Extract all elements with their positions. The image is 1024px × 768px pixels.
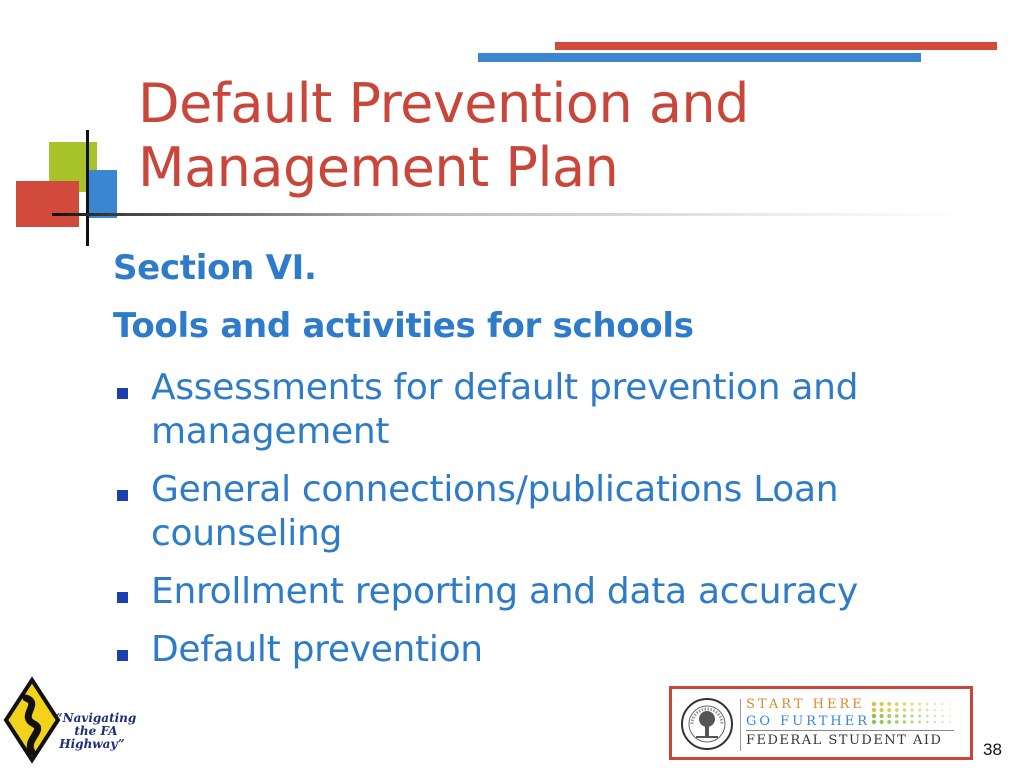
road-sign-icon (6, 680, 58, 760)
fsa-name: FEDERAL STUDENT AID (746, 733, 943, 748)
sub-heading: Tools and activities for schools (113, 306, 694, 346)
fsa-start-here: START HERE (746, 697, 865, 712)
decorative-red-bar (555, 42, 997, 50)
bullet-item (113, 570, 973, 614)
bullet-text: Enrollment reporting and data accuracy (151, 571, 858, 612)
decorative-blue-bar (478, 53, 921, 62)
fsa-logo-divider (740, 699, 741, 751)
highway-logo-line3: Highway” (59, 737, 125, 751)
fsa-dot-pattern-icon (870, 700, 956, 726)
slide-title: Default Prevention and Management Plan (138, 72, 749, 199)
bullet-text: Default prevention (151, 629, 483, 670)
decorative-red-square (16, 181, 79, 227)
bullet-item (113, 366, 973, 454)
square-bullet-icon (117, 490, 128, 501)
square-bullet-icon (117, 388, 128, 399)
bullet-item (113, 628, 973, 672)
navigating-fa-highway-logo (0, 676, 140, 764)
title-underline (52, 213, 972, 216)
bullet-list (113, 366, 973, 686)
highway-logo-line1: “Navigating (55, 711, 137, 725)
bullet-text: Assessments for default prevention and management (151, 367, 859, 452)
department-of-education-seal-icon (680, 697, 734, 751)
decorative-blue-square (89, 170, 117, 218)
square-bullet-icon (117, 592, 128, 603)
highway-logo-line2: the FA (74, 724, 118, 738)
bullet-item (113, 468, 973, 556)
square-bullet-icon (117, 650, 128, 661)
decorative-vertical-line (86, 130, 89, 246)
page-number: 38 (983, 740, 1002, 759)
federal-student-aid-logo (669, 686, 973, 760)
fsa-go-further: GO FURTHER (746, 714, 870, 729)
section-heading: Section VI. (113, 248, 317, 288)
fsa-logo-rule (746, 730, 954, 731)
bullet-text: General connections/publications Loan counseling (151, 469, 839, 554)
